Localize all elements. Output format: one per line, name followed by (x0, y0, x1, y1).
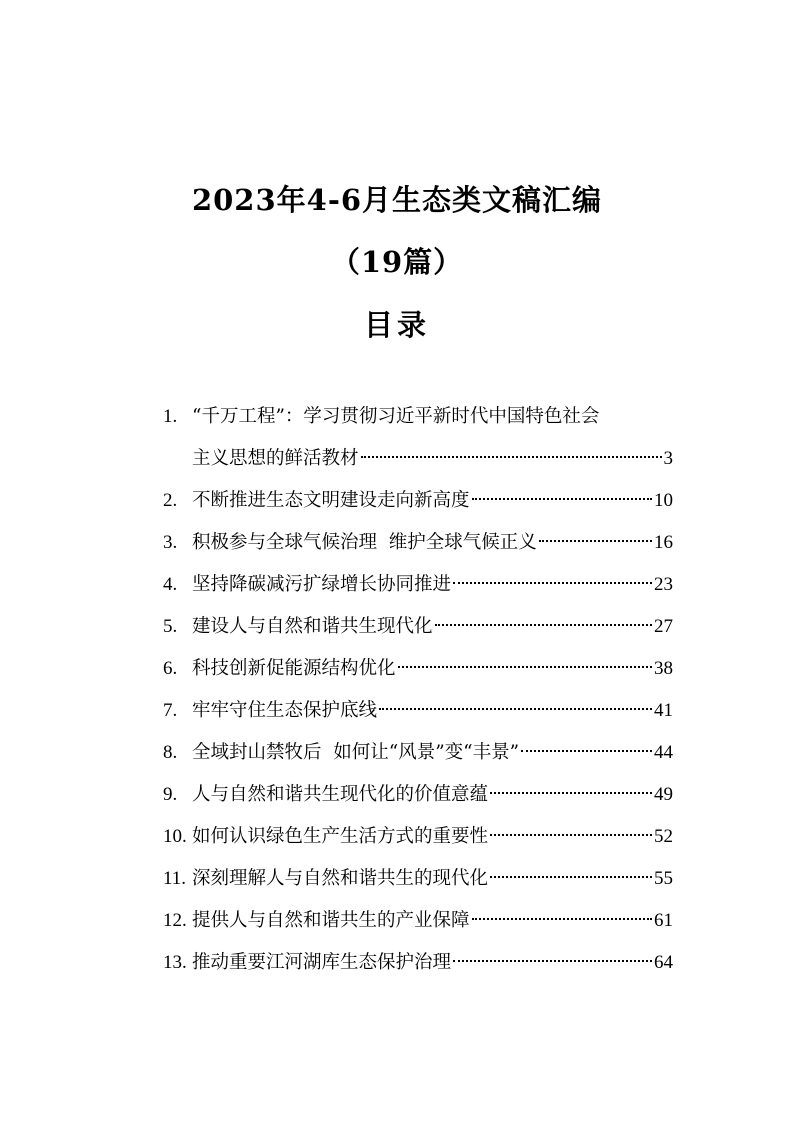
document-title: 2023年4-6月生态类文稿汇编 (191, 183, 603, 217)
toc-entry-3[interactable] (163, 522, 673, 564)
toc-entry-page: 27 (654, 616, 673, 637)
table-of-contents (163, 396, 673, 984)
toc-entry-number: 4. (163, 574, 178, 595)
toc-dot-leader (435, 624, 652, 626)
toc-entry-6[interactable] (163, 648, 673, 690)
document-subtitle: （19篇） (330, 245, 464, 279)
toc-entry-number: 10. (163, 826, 187, 847)
toc-dot-leader (453, 582, 652, 584)
toc-entry-number: 13. (163, 952, 187, 973)
toc-entry-number: 1. (163, 406, 178, 427)
toc-entry-7[interactable] (163, 690, 673, 732)
toc-entry-page: 49 (654, 784, 673, 805)
toc-entry-number: 8. (163, 742, 178, 763)
toc-dot-leader (472, 498, 652, 500)
toc-entry-number: 7. (163, 700, 178, 721)
toc-entry-5[interactable] (163, 606, 673, 648)
toc-entry-13[interactable] (163, 942, 673, 984)
toc-dot-leader (453, 960, 652, 962)
toc-entry-page: 23 (654, 574, 673, 595)
toc-entry-number: 6. (163, 658, 178, 679)
toc-dot-leader (490, 876, 652, 878)
toc-heading: 目录 (363, 308, 430, 342)
toc-dot-leader (379, 708, 652, 710)
toc-entry-title: 科技创新促能源结构优化 (192, 658, 396, 679)
toc-entry-page: 55 (654, 868, 673, 889)
toc-entry-8[interactable] (163, 732, 673, 774)
toc-entry-title: 如何认识绿色生产生活方式的重要性 (192, 826, 489, 847)
toc-dot-leader (398, 666, 652, 668)
toc-entry-title: 坚持降碳减污扩绿增长协同推进 (192, 574, 452, 595)
toc-entry-title: 不断推进生态文明建设走向新高度 (192, 490, 470, 511)
toc-entry-title: 人与自然和谐共生现代化的价值意蕴 (192, 784, 489, 805)
toc-dot-leader (521, 750, 652, 752)
toc-entry-title-line1: “千万工程”：学习贯彻习近平新时代中国特色社会 (192, 406, 600, 427)
toc-entry-title: 全域封山禁牧后 如何让“风景”变“丰景” (192, 742, 520, 763)
toc-entry-page: 10 (654, 490, 673, 511)
toc-dot-leader (490, 834, 652, 836)
toc-entry-page: 64 (654, 952, 673, 973)
toc-entry-11[interactable] (163, 858, 673, 900)
toc-entry-page: 38 (654, 658, 673, 679)
toc-entry-4[interactable] (163, 564, 673, 606)
toc-entry-title-line2: 主义思想的鲜活教材 (192, 448, 359, 469)
toc-entry-page: 41 (654, 700, 673, 721)
toc-entry-number: 12. (163, 910, 187, 931)
toc-entry-page: 16 (654, 532, 673, 553)
toc-dot-leader (490, 792, 652, 794)
toc-entry-title: 建设人与自然和谐共生现代化 (192, 616, 433, 637)
toc-dot-leader (472, 918, 652, 920)
toc-entry-9[interactable] (163, 774, 673, 816)
toc-entry-1[interactable] (163, 396, 673, 480)
toc-entry-title: 积极参与全球气候治理 维护全球气候正义 (192, 532, 537, 553)
toc-entry-number: 11. (163, 868, 187, 889)
toc-entry-number: 2. (163, 490, 178, 511)
toc-entry-page: 61 (654, 910, 673, 931)
toc-entry-number: 5. (163, 616, 178, 637)
toc-entry-2[interactable] (163, 480, 673, 522)
toc-entry-page: 3 (663, 448, 673, 469)
toc-entry-page: 44 (654, 742, 673, 763)
toc-entry-title: 推动重要江河湖库生态保护治理 (192, 952, 452, 973)
toc-entry-title: 深刻理解人与自然和谐共生的现代化 (192, 868, 489, 889)
toc-entry-12[interactable] (163, 900, 673, 942)
toc-entry-title: 牢牢守住生态保护底线 (192, 700, 378, 721)
toc-entry-page: 52 (654, 826, 673, 847)
toc-entry-title: 提供人与自然和谐共生的产业保障 (192, 910, 470, 931)
toc-entry-10[interactable] (163, 816, 673, 858)
toc-entry-number: 9. (163, 784, 178, 805)
toc-entry-number: 3. (163, 532, 178, 553)
toc-dot-leader (539, 540, 652, 542)
toc-dot-leader (361, 456, 662, 458)
